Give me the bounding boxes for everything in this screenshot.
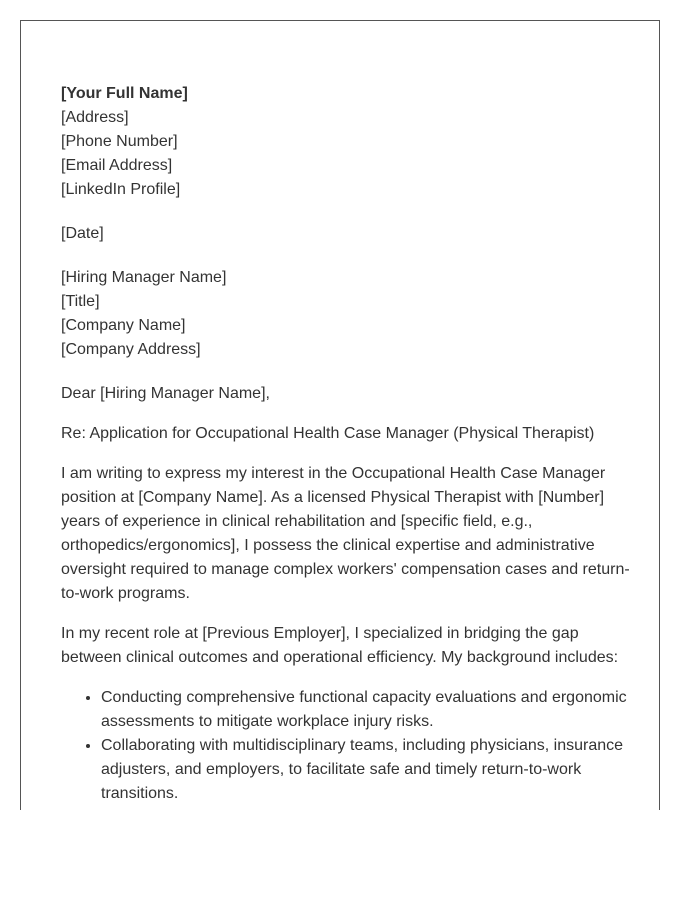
sender-email: [Email Address] [61,157,173,174]
letter-page [20,20,660,810]
sender-phone: [Phone Number] [61,133,178,150]
sender-linkedin: [LinkedIn Profile] [61,181,181,198]
recipient-company: [Company Name] [61,317,186,334]
recipient-name: [Hiring Manager Name] [61,269,227,286]
recipient-company-address: [Company Address] [61,341,201,358]
date-block [61,222,641,246]
recipient-title: [Title] [61,293,100,310]
list-item: • Conducting comprehensive functional capacity evaluations and ergonomic assessments to mitigate workplace injury risks. [101,686,641,734]
sender-name: [Your Full Name] [61,85,188,102]
subject-line: Re: Application for Occupational Health Case Manager (Physical Therapist) [61,425,595,442]
qualifications-list [61,686,641,806]
body-paragraph-intro: I am writing to express my interest in the Occupational Health Case Manager position at [Company Name]. As a licensed Physical Therapist with [Number] years of experience in clinical rehabilitation and [specific field, e.g., orthopedics/ergonomics], I possess the clinical expertise and administrative oversight required to manage complex workers' compensation cases and return-to-work programs. [61,465,630,602]
list-item: • Collaborating with multidisciplinary teams, including physicians, insurance adjusters, and employers, to facilitate safe and timely return-to-work transitions. [101,734,641,806]
sender-address: [Address] [61,109,129,126]
salutation: Dear [Hiring Manager Name], [61,385,270,402]
letter-content [61,82,641,806]
recipient-block [61,266,641,362]
letter-date: [Date] [61,225,104,242]
sender-block [61,82,641,202]
body-paragraph-background: In my recent role at [Previous Employer], I specialized in bridging the gap between clinical outcomes and operational efficiency. My background includes: [61,625,619,666]
